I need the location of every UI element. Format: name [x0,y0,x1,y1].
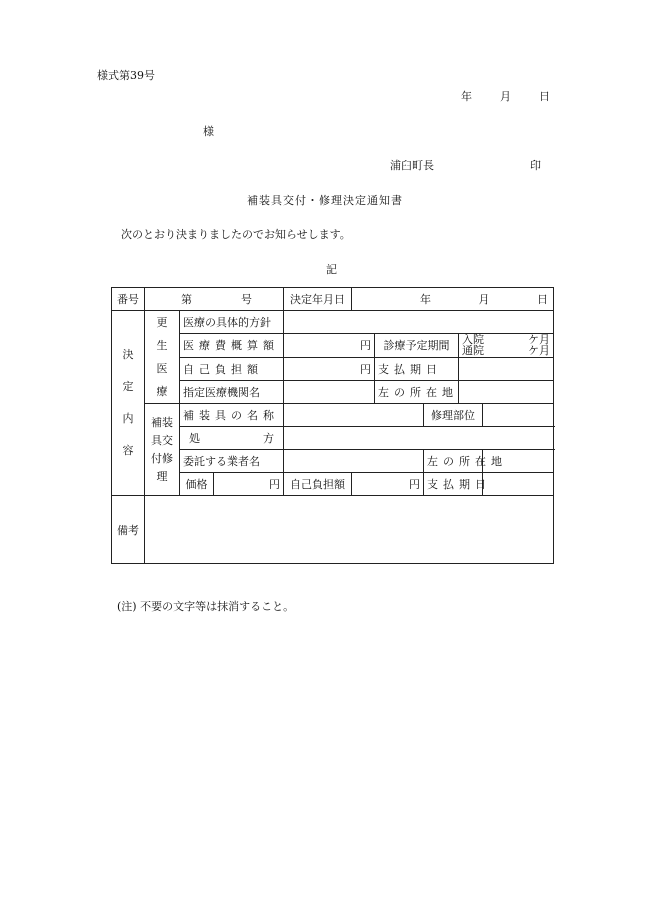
yen-unit: 円 [360,362,371,376]
number-go: 号 [241,293,252,306]
shohou-label: 処 方 [180,427,284,450]
yen-unit: 円 [409,478,420,491]
yen-unit: 円 [360,339,371,353]
shozaichi-label: 左の所在地 [375,380,459,403]
itaku-gyousha-value[interactable] [284,450,424,473]
shinryou-kikan-value[interactable]: 入院 ケ月 通院 ケ月 [459,334,554,357]
document-title: 補装具交付・修理決定通知書 [247,194,403,207]
shiharai-kijitsu2-value[interactable] [483,473,554,496]
shozaichi2-label: 左の所在地 [424,450,483,473]
hosougu-label: 補装具交付修理 [145,404,180,496]
shinryou-kikan-label: 診療予定期間 [375,334,459,357]
shohou-value[interactable] [284,427,554,450]
shitei-kikan-value[interactable] [284,380,375,403]
bikou-label: 備考 [112,496,145,564]
itaku-gyousha-label: 委託する業者名 [180,450,284,473]
number-label: 番号 [112,288,145,311]
intro-text: 次のとおり決まりましたのでお知らせします。 [121,228,351,241]
date-year: 年 [461,90,472,103]
yen-unit: 円 [269,478,280,491]
number-cell [145,288,284,311]
jiko-futan-label: 自己負担額 [180,357,284,380]
decision-date-cell [352,288,554,311]
number-dai: 第 [181,293,192,306]
kousei-iryou-label: 更生医療 [145,311,180,404]
shiharai-kijitsu-label: 支払期日 [375,357,459,380]
form-number: 様式第39号 [97,69,155,82]
hosougu-meishou-label: 補装具の名称 [180,404,284,427]
bikou-value[interactable] [145,496,554,564]
shuuri-bui-value[interactable] [483,404,554,427]
jiko-futan-value[interactable] [284,357,375,380]
jiko-futan2-label: 自己負担額 [284,473,352,496]
issue-date [461,88,550,104]
addressee-suffix: 様 [203,125,214,138]
iryouhi-gaisan-value[interactable] [284,334,375,357]
decision-table [111,287,554,564]
decision-day: 日 [537,293,549,306]
kakaku-value[interactable] [214,473,284,496]
decision-month: 月 [478,293,490,306]
date-day: 日 [539,90,550,103]
decision-year: 年 [420,293,431,306]
iryou-houshin-value[interactable] [284,311,554,334]
shozaichi-value[interactable] [459,380,554,403]
shitei-kikan-label: 指定医療機関名 [180,380,284,403]
iryouhi-gaisan-label: 医療費概算額 [180,334,284,357]
hosougu-meishou-value[interactable] [284,404,424,427]
ki-label: 記 [326,263,337,276]
note-text: (注) 不要の文字等は抹消すること。 [117,600,295,613]
issuer-name: 浦臼町長 [390,159,434,172]
shiharai-kijitsu2-label: 支払期日 [424,473,483,496]
kakaku-label: 価格 [180,473,214,496]
shiharai-kijitsu-value[interactable] [459,357,554,380]
kettei-naiyou-label: 決定内容 [112,311,145,496]
seal-mark: 印 [530,159,541,172]
jiko-futan2-value[interactable] [352,473,424,496]
date-month: 月 [500,90,511,103]
decision-date-label: 決定年月日 [284,288,352,311]
shuuri-bui-label: 修理部位 [424,404,483,427]
iryou-houshin-label: 医療の具体的方針 [180,311,284,334]
